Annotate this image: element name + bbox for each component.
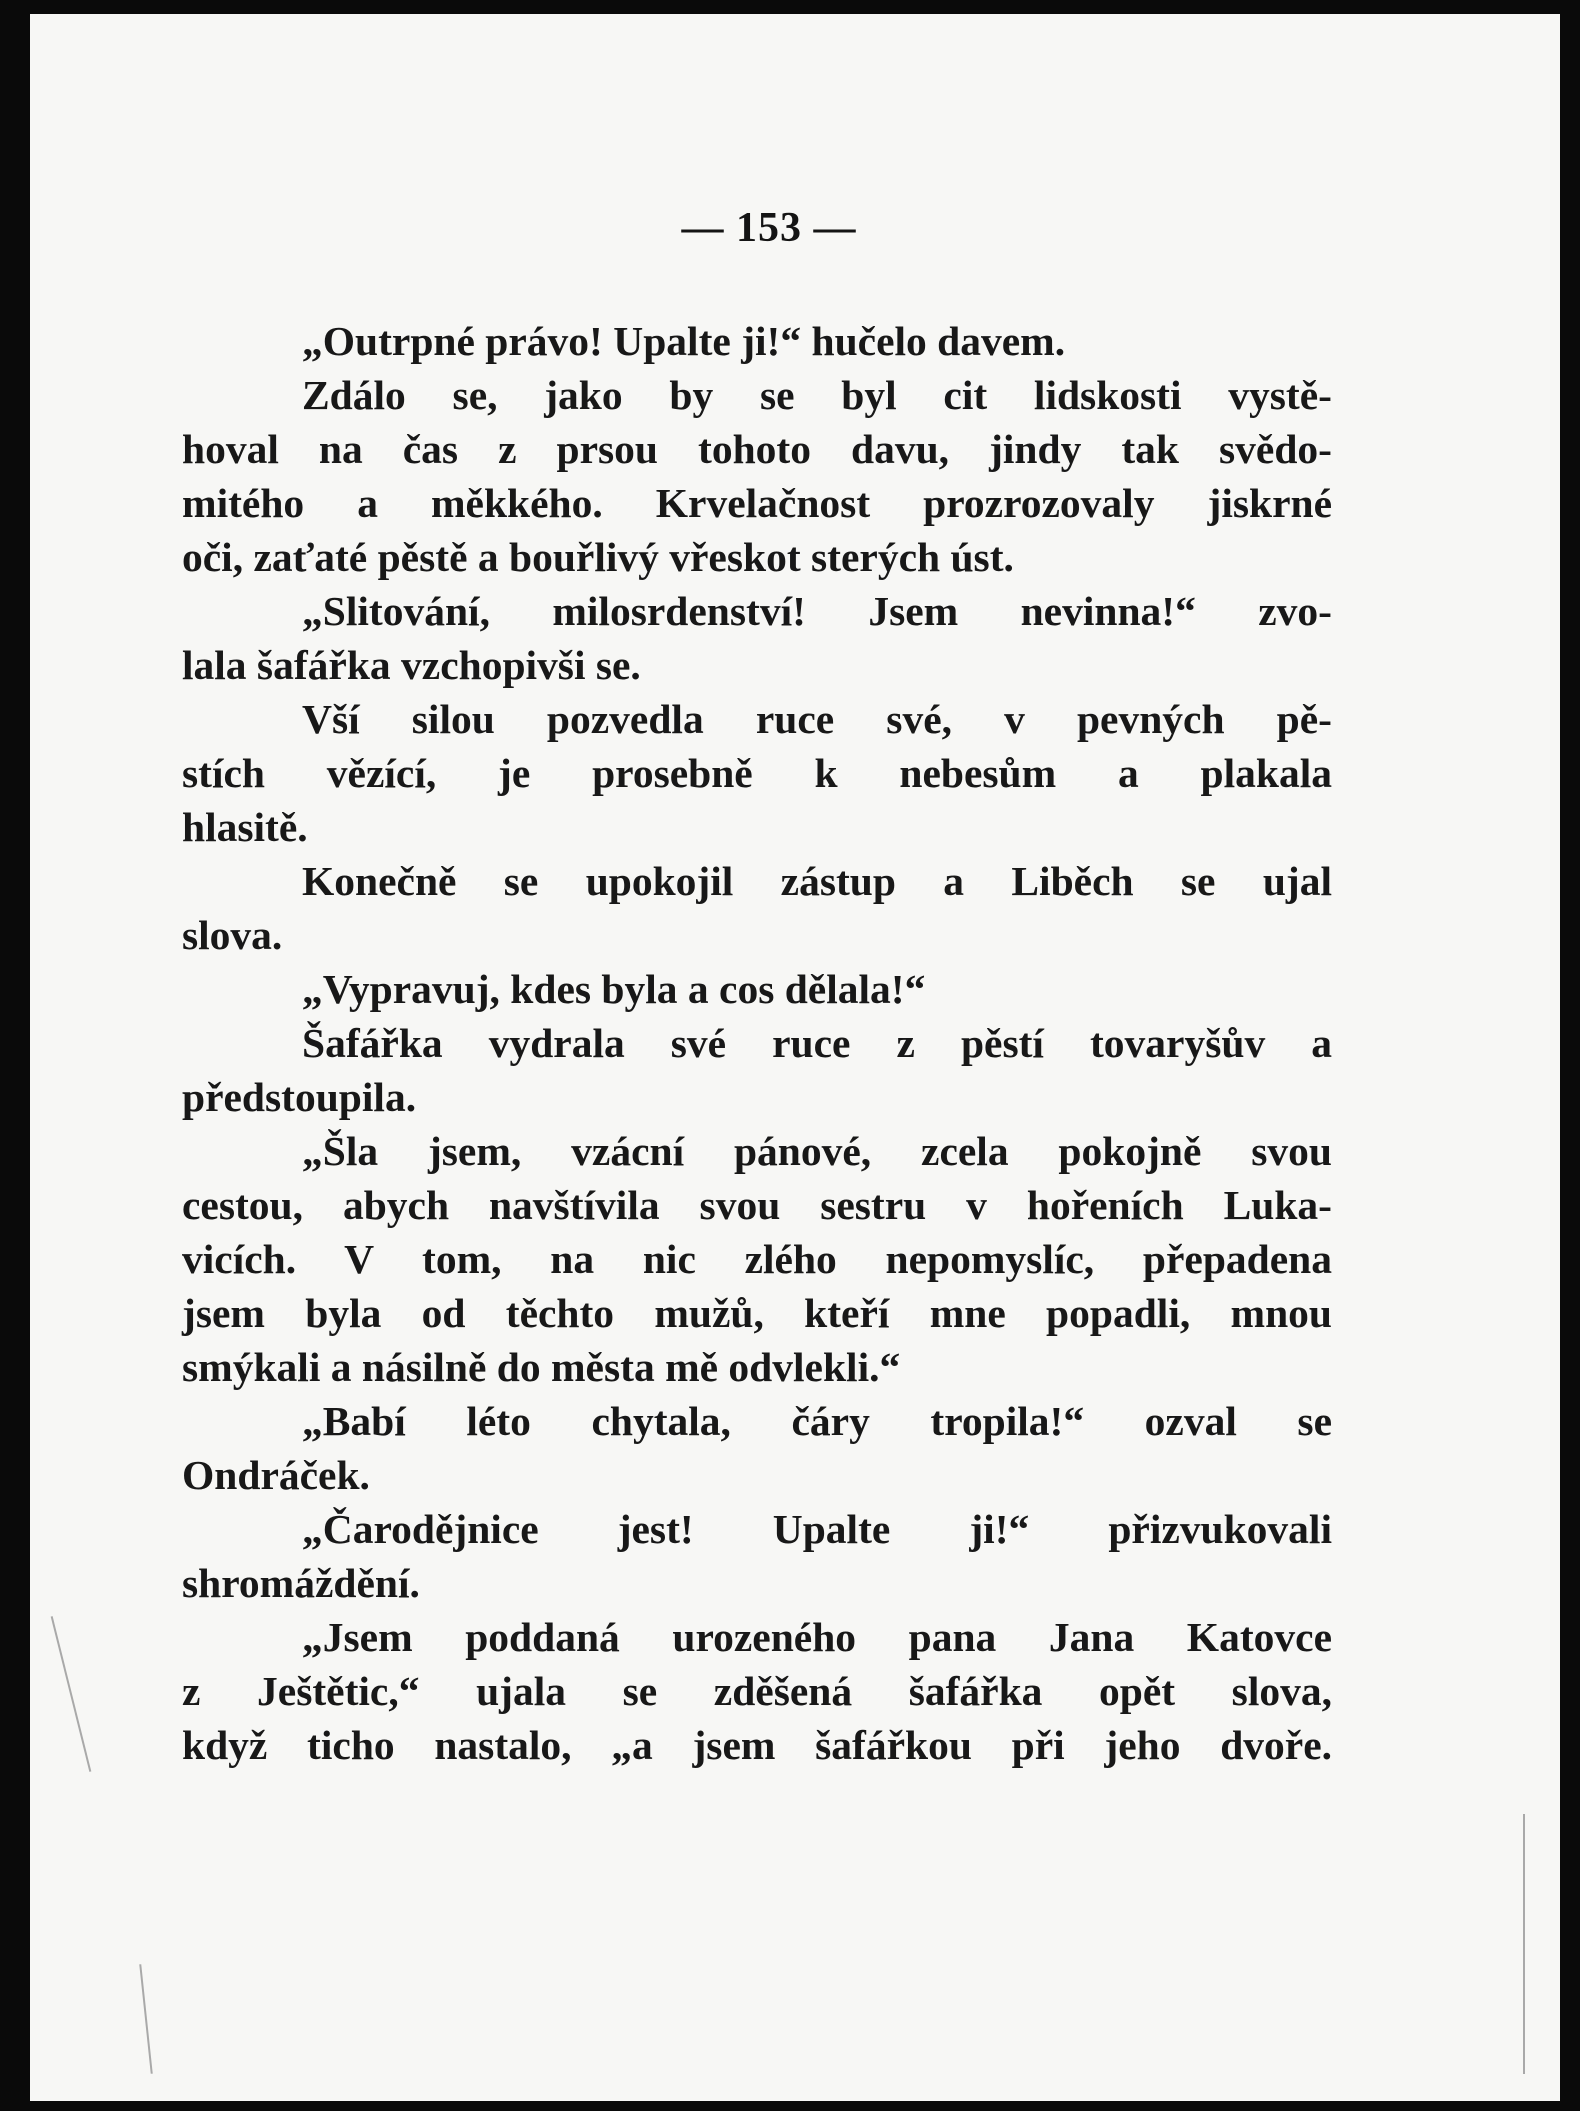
text-line: hlasitě. (182, 804, 308, 850)
text-line: předstoupila. (182, 1074, 417, 1120)
body-text (182, 314, 1332, 1772)
text-line: Ondráček. (182, 1452, 370, 1498)
scanned-book-page (30, 14, 1560, 2101)
text-line: Šafářka vydrala své ruce z pěstí tovaryšův a (302, 1020, 1332, 1066)
text-line: oči, zaťaté pěstě a bouřlivý vřeskot sterých úst. (182, 534, 1014, 580)
text-line: „Slitování, milosrdenství! Jsem nevinna!“ zvo- (302, 588, 1332, 634)
text-line: „Jsem poddaná urozeného pana Jana Katovce (302, 1614, 1332, 1660)
text-line: „Outrpné právo! Upalte ji!“ hučelo davem. (302, 318, 1066, 364)
scan-artifact-line (139, 1964, 152, 2074)
text-line: „Čarodějnice jest! Upalte ji!“ přizvukovali (302, 1506, 1332, 1552)
text-line: cestou, abych navštívila svou sestru v hořeních Luka- (182, 1182, 1332, 1228)
text-line: když ticho nastalo, „a jsem šafářkou při jeho dvoře. (182, 1722, 1332, 1768)
text-line: vicích. V tom, na nic zlého nepomyslíc, přepadena (182, 1236, 1332, 1282)
text-line: „Babí léto chytala, čáry tropila!“ ozval se (302, 1398, 1332, 1444)
text-line: stích vězící, je prosebně k nebesům a plakala (182, 750, 1332, 796)
text-line: Konečně se upokojil zástup a Liběch se ujal (302, 858, 1332, 904)
text-line: smýkali a násilně do města mě odvlekli.“ (182, 1344, 901, 1390)
text-line: Vší silou pozvedla ruce své, v pevných pě- (302, 696, 1332, 742)
scan-artifact-line (1523, 1814, 1525, 2074)
text-line: „Šla jsem, vzácní pánové, zcela pokojně svou (302, 1128, 1332, 1174)
text-line: shromáždění. (182, 1560, 420, 1606)
page-number: — 153 — (681, 205, 857, 251)
text-line: mitého a měkkého. Krvelačnost prozrozovaly jiskrné (182, 480, 1332, 526)
text-line: slova. (182, 912, 283, 958)
text-line: jsem byla od těchto mužů, kteří mne popadli, mnou (182, 1290, 1332, 1336)
text-line: z Ještětic,“ ujala se zděšená šafářka opět slova, (182, 1668, 1332, 1714)
scan-artifact-line (51, 1616, 92, 1772)
text-line: hoval na čas z prsou tohoto davu, jindy tak svědo- (182, 426, 1332, 472)
text-line: „Vypravuj, kdes byla a cos dělala!“ (302, 966, 926, 1012)
text-line: lala šafářka vzchopivši se. (182, 642, 641, 688)
text-line: Zdálo se, jako by se byl cit lidskosti vystě- (302, 372, 1332, 418)
